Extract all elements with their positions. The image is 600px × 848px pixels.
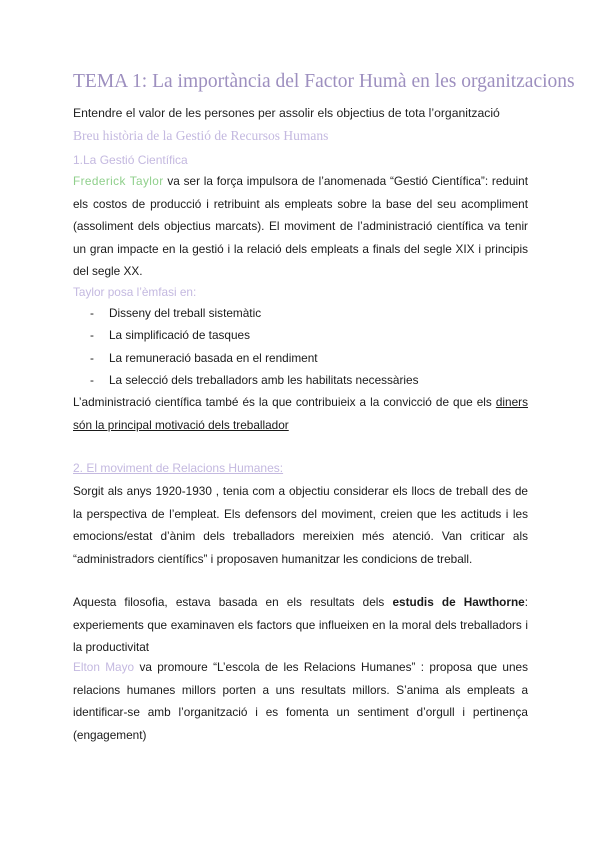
bullet-dash: - bbox=[90, 306, 94, 320]
elton-mayo-name: Elton Mayo bbox=[73, 660, 135, 674]
taylor-name: Frederick Taylor bbox=[73, 174, 164, 188]
history-heading: Breu història de la Gestió de Recursos Humans bbox=[73, 128, 329, 143]
document-subtitle: Entendre el valor de les persones per assolir els objectius de tota l’organització bbox=[73, 106, 500, 120]
emphasis-text: posa l’èmfasi en: bbox=[104, 285, 197, 299]
section2-heading: 2. El moviment de Relacions Humanes: bbox=[73, 461, 284, 475]
emphasis-intro bbox=[73, 281, 528, 304]
section1-paragraph-text: va ser la força impulsora de l’anomenada “Gestió Científica”: reduint els costos de producció i retribuint als empleats sobre la base del seu acompliment (assoliment dels objectius marcats). El moviment de l’administració científica va tenir un gran impacte en la gestió i la relació dels empleats a finals del segle XIX i principis del segle XX. bbox=[73, 174, 528, 278]
document-title: TEMA 1: La importància del Factor Humà en les organitzacions bbox=[73, 71, 575, 92]
list-item: - La selecció dels treballadors amb les habilitats necessàries bbox=[90, 369, 419, 391]
bullet-dash: - bbox=[90, 372, 94, 387]
closing-text: L’administració científica també és la que contribuieix a la convicció de que els bbox=[73, 395, 496, 409]
bullet-dash: - bbox=[90, 328, 94, 343]
bullet-dash: - bbox=[90, 350, 94, 365]
section1-closing bbox=[73, 391, 528, 436]
list-item: - Disseny del treball sistemàtic bbox=[90, 302, 419, 324]
hawthorne-studies: estudis de Hawthorne bbox=[392, 595, 525, 609]
section2-paragraph3: Elton Mayo va promoure “L’escola de les Relacions Humanes” : proposa que unes relacions humanes millors porten a uns resultats millors. S’anima als empleats a identificar-se amb l’organització i es fomenta un sentiment d’orgull i pertinença (engagement) bbox=[73, 660, 529, 742]
section2-paragraph2: Aquesta filosofia, estava basada en els resultats dels estudis de Hawthorne: experiements que examinaven els factors que influeixen en la moral dels treballadors i la productivitat bbox=[73, 595, 529, 654]
taylor-short-name: Taylor bbox=[73, 285, 105, 299]
section1-heading: 1.La Gestió Científica bbox=[73, 153, 188, 167]
section2-paragraph1: Sorgit als anys 1920-1930 , tenia com a objectiu considerar els llocs de treball des de la perspectiva de l’empleat. Els defensors del moviment, creien que les actituds i les emocions/estat d’ànim dels treballadors mereixien més atenció. Van criticar als “administradors científics” i proposaven humanitzar les condicions de treball. bbox=[73, 484, 528, 566]
section1-paragraph bbox=[73, 170, 528, 283]
emphasis-list bbox=[90, 302, 419, 391]
list-item: - La simplificació de tasques bbox=[90, 324, 419, 346]
closing-underlined: diners són la principal motivació dels treballador bbox=[73, 395, 528, 432]
list-item: - La remuneració basada en el rendiment bbox=[90, 347, 419, 369]
